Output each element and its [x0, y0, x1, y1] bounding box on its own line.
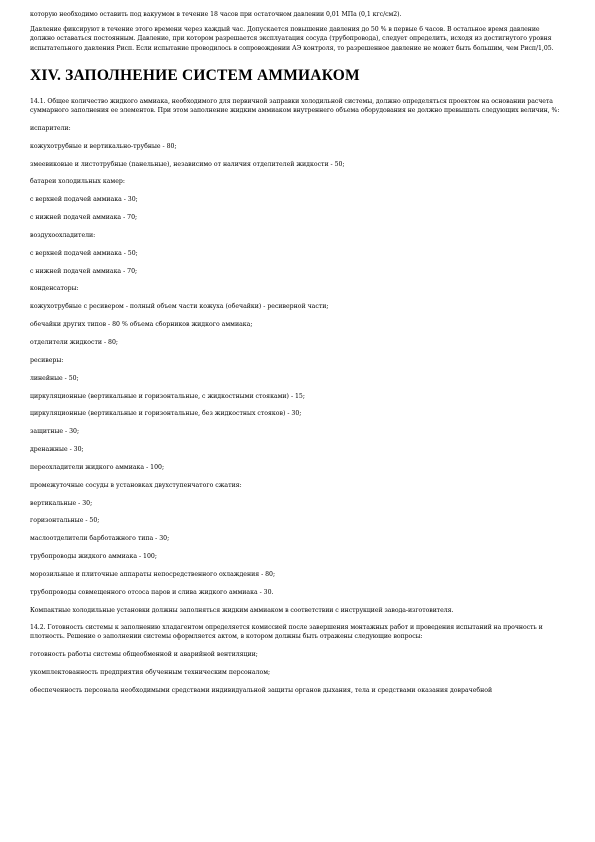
list-item: горизонтальные - 50; [30, 517, 100, 525]
list-item: защитные - 30; [30, 428, 80, 436]
list-item: трубопроводы жидкого аммиака - 100; [30, 553, 157, 561]
list-item: с нижней подачей аммиака - 70; [30, 267, 138, 275]
text-paragraph: Давление фиксируют в течение этого времени через каждый час. Допускается повышение давления до 50 % в первые 6 часов. В остальное время давление должно оставаться постоянным. Давление, при котором разрешается эксплуатация сосуда (трубопровода), следует определить, исходя из достигнутого уровня испытательного давления Рисп. Если испытание проводилось в сопровождении АЭ контроля, то разрешенное давление не может быть большим, чем Рисп/1,05. [30, 26, 554, 52]
list-item: трубопроводы совмещенного отсоса паров и слива жидкого аммиака - 30. [30, 588, 274, 596]
list-item: с верхней подачей аммиака - 50; [30, 249, 138, 257]
list-item: готовность работы системы общеобменной и аварийной вентиляции; [30, 650, 258, 658]
list-item: обеспеченность персонала необходимыми средствами индивидуальной защиты органов дыхания, тела и средствами оказания доврачебной [30, 686, 493, 694]
list-item: циркуляционные (вертикальные и горизонтальные, без жидкостных стояков) - 30; [30, 410, 302, 418]
list-item: циркуляционные (вертикальные и горизонтальные, с жидкостными стояками) - 15; [30, 392, 305, 400]
list-item: промежуточные сосуды в установках двухступенчатого сжатия: [30, 481, 242, 489]
list-item: кожухотрубные с ресивером - полный объем части кожуха (обечайки) - ресиверной части; [30, 303, 329, 311]
list-item: батареи холодильных камер: [30, 178, 125, 186]
list-item: кожухотрубные и вертикально-трубные - 80; [30, 142, 177, 150]
list-item: линейные - 50; [30, 374, 79, 382]
list-item: переохладители жидкого аммиака - 100; [30, 463, 165, 471]
list-item: испарители: [30, 124, 71, 132]
list-item: вертикальные - 30; [30, 499, 93, 507]
section-title: XIV. ЗАПОЛНЕНИЕ СИСТЕМ АММИАКОМ [30, 66, 360, 84]
list-item: обечайки других типов - 80 % объема сборников жидкого аммиака; [30, 321, 253, 329]
readiness-list [30, 650, 565, 695]
list-item: маслоотделители барботажного типа - 30; [30, 535, 170, 543]
text-paragraph: которую необходимо оставить под вакуумом в течение 18 часов при остаточном давлении 0,01 МПа (0,1 кгс/см2). [30, 11, 402, 18]
list-item: отделители жидкости - 80; [30, 338, 118, 346]
list-item: дренажные - 30; [30, 446, 84, 454]
list-item: с верхней подачей аммиака - 30; [30, 196, 138, 204]
intro-paragraph: 14.1. Общее количество жидкого аммиака, необходимого для первичной заправки холодильной системы, должно определяться проектом на основании расчета суммарного заполнения ее элементов. При этом заполнение жидким аммиаком внутреннего объема оборудования не должно превышать следующих величин, %: [30, 97, 560, 115]
list-item: змеевиковые и листотрубные (панельные), независимо от наличия отделителей жидкости - 50; [30, 160, 345, 168]
packaged-paragraph: Компактные холодильные установки должны заполняться жидким аммиаком в соответствии с инструкцией завода-изготовителя. [30, 606, 454, 614]
list-item: конденсаторы: [30, 285, 79, 293]
list-item: с нижней подачей аммиака - 70; [30, 214, 138, 222]
requirements-list [30, 124, 565, 597]
list-item: воздухоохладители: [30, 231, 96, 239]
list-item: укомплектованность предприятия обученным техническим персоналом; [30, 668, 271, 676]
list-item: ресиверы: [30, 356, 64, 364]
list-item: морозильные и плиточные аппараты непосредственного охлаждения - 80; [30, 570, 276, 578]
paragraph-14-2: 14.2. Готовность системы к заполнению хладагентом определяется комиссией после завершения монтажных работ и проведения испытаний на прочность и плотность. Решение о заполнении системы оформляется актом, в котором должны быть отражены следующие вопросы: [30, 623, 543, 641]
